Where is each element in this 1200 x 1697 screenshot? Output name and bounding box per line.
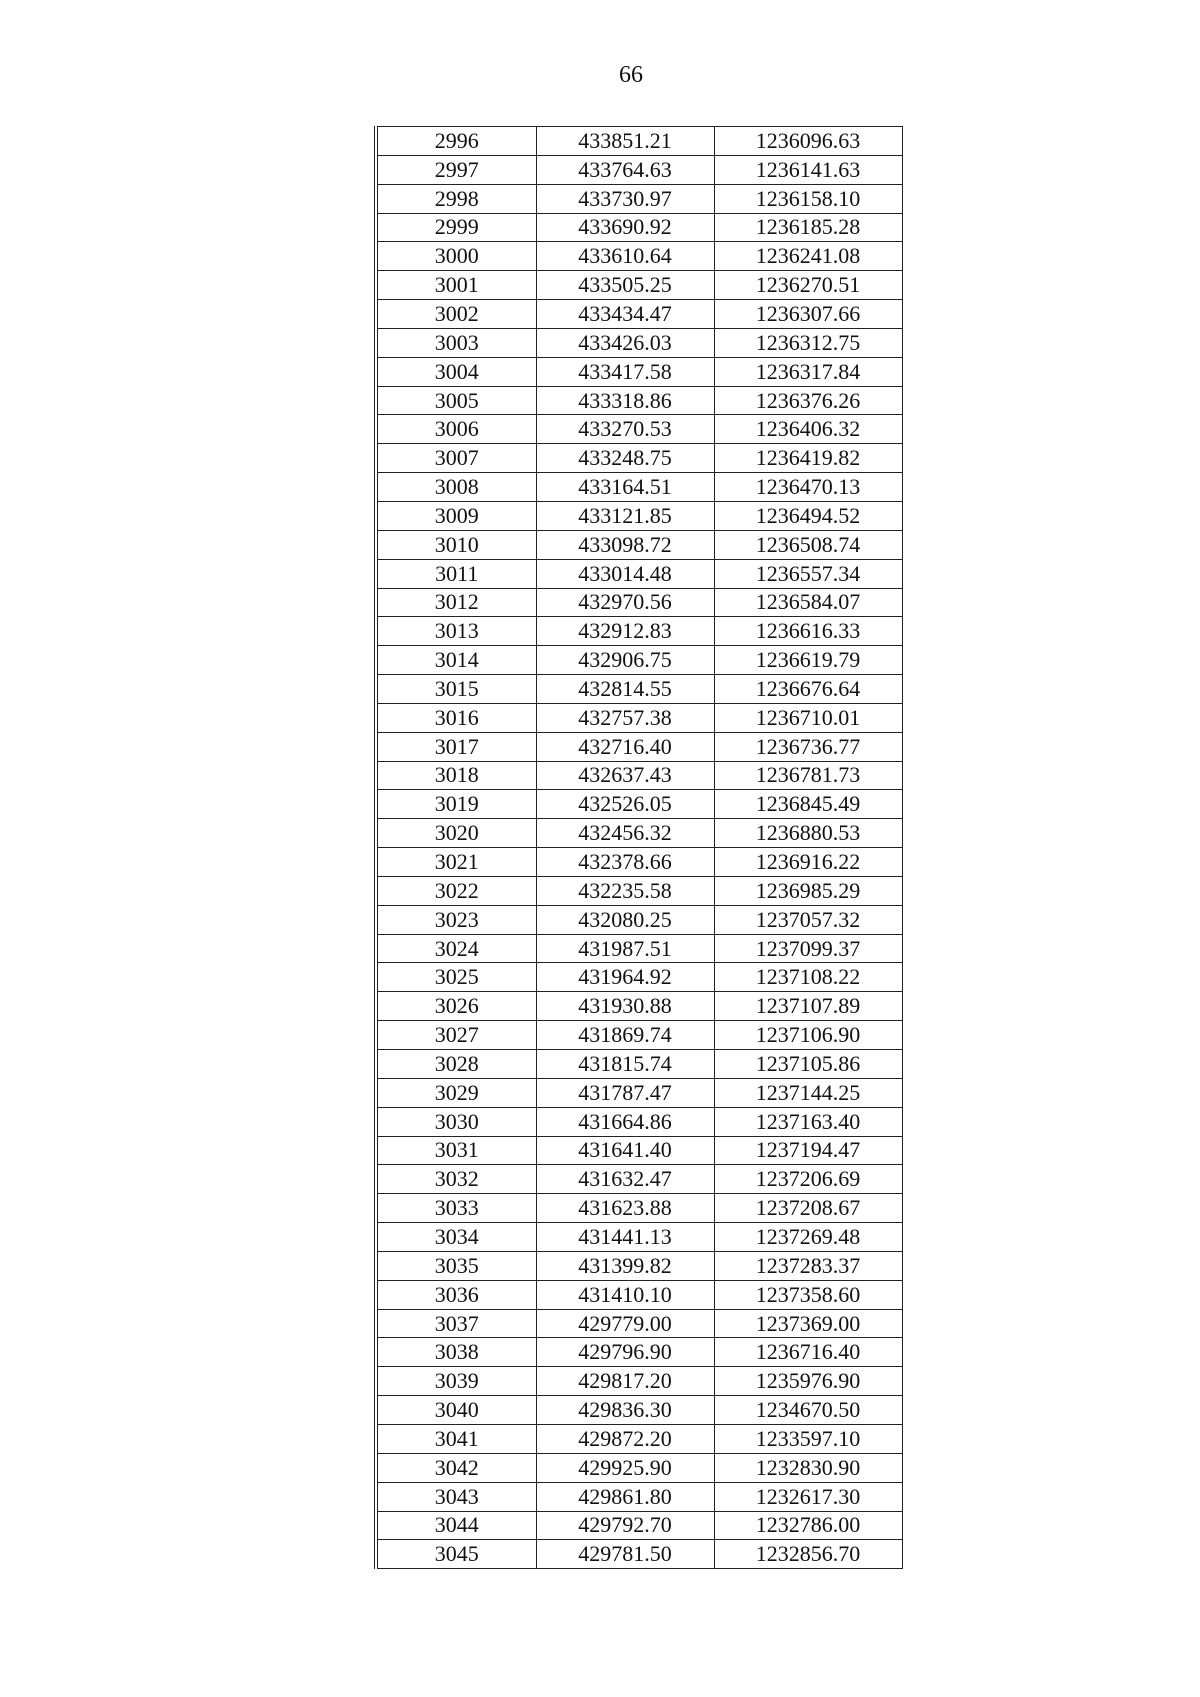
table-row [376, 1194, 902, 1223]
table-row [376, 559, 902, 588]
point-number-cell: 3038 [376, 1338, 536, 1367]
x-coordinate-cell: 432757.38 [536, 703, 714, 732]
point-number-cell: 3001 [376, 271, 536, 300]
table-row [376, 617, 902, 646]
table-row [376, 703, 902, 732]
y-coordinate-cell: 1236270.51 [714, 271, 902, 300]
y-coordinate-cell: 1236376.26 [714, 386, 902, 415]
table-row [376, 1251, 902, 1280]
point-number-cell: 3017 [376, 732, 536, 761]
y-coordinate-cell: 1236736.77 [714, 732, 902, 761]
x-coordinate-cell: 431964.92 [536, 963, 714, 992]
table-row [376, 790, 902, 819]
x-coordinate-cell: 431632.47 [536, 1165, 714, 1194]
point-number-cell: 3002 [376, 300, 536, 329]
table-row [376, 444, 902, 473]
table-row [376, 1165, 902, 1194]
y-coordinate-cell: 1236241.08 [714, 242, 902, 271]
x-coordinate-cell: 432912.83 [536, 617, 714, 646]
x-coordinate-cell: 433505.25 [536, 271, 714, 300]
y-coordinate-cell: 1232617.30 [714, 1482, 902, 1511]
x-coordinate-cell: 433318.86 [536, 386, 714, 415]
x-coordinate-cell: 431869.74 [536, 1021, 714, 1050]
point-number-cell: 3023 [376, 905, 536, 934]
y-coordinate-cell: 1237163.40 [714, 1107, 902, 1136]
x-coordinate-cell: 431987.51 [536, 934, 714, 963]
point-number-cell: 3030 [376, 1107, 536, 1136]
x-coordinate-cell: 429781.50 [536, 1540, 714, 1569]
table-row [376, 963, 902, 992]
table-row [376, 905, 902, 934]
table-row [376, 1453, 902, 1482]
y-coordinate-cell: 1237144.25 [714, 1078, 902, 1107]
y-coordinate-cell: 1236710.01 [714, 703, 902, 732]
x-coordinate-cell: 432906.75 [536, 646, 714, 675]
point-number-cell: 3029 [376, 1078, 536, 1107]
x-coordinate-cell: 431623.88 [536, 1194, 714, 1223]
page-number: 66 [619, 62, 643, 88]
x-coordinate-cell: 433426.03 [536, 328, 714, 357]
x-coordinate-cell: 431441.13 [536, 1223, 714, 1252]
x-coordinate-cell: 432456.32 [536, 819, 714, 848]
table-row [376, 1511, 902, 1540]
x-coordinate-cell: 429872.20 [536, 1424, 714, 1453]
x-coordinate-cell: 433610.64 [536, 242, 714, 271]
table-row [376, 819, 902, 848]
x-coordinate-cell: 432378.66 [536, 848, 714, 877]
point-number-cell: 2999 [376, 213, 536, 242]
point-number-cell: 3008 [376, 473, 536, 502]
table-row [376, 1280, 902, 1309]
point-number-cell: 3004 [376, 357, 536, 386]
x-coordinate-cell: 431787.47 [536, 1078, 714, 1107]
table-row [376, 732, 902, 761]
table-row [376, 127, 902, 156]
point-number-cell: 3022 [376, 876, 536, 905]
table-row [376, 1424, 902, 1453]
coordinates-table-body [376, 127, 902, 1569]
table-row [376, 155, 902, 184]
table-row [376, 1482, 902, 1511]
table-row [376, 300, 902, 329]
table-row [376, 415, 902, 444]
x-coordinate-cell: 431930.88 [536, 992, 714, 1021]
y-coordinate-cell: 1232830.90 [714, 1453, 902, 1482]
y-coordinate-cell: 1236406.32 [714, 415, 902, 444]
y-coordinate-cell: 1236716.40 [714, 1338, 902, 1367]
table-row [376, 1223, 902, 1252]
point-number-cell: 3010 [376, 530, 536, 559]
point-number-cell: 3018 [376, 761, 536, 790]
point-number-cell: 3007 [376, 444, 536, 473]
point-number-cell: 2998 [376, 184, 536, 213]
table-row [376, 848, 902, 877]
table-row [376, 1021, 902, 1050]
table-row [376, 1136, 902, 1165]
table-row [376, 934, 902, 963]
y-coordinate-cell: 1236880.53 [714, 819, 902, 848]
y-coordinate-cell: 1237283.37 [714, 1251, 902, 1280]
point-number-cell: 3036 [376, 1280, 536, 1309]
y-coordinate-cell: 1236845.49 [714, 790, 902, 819]
table-row [376, 646, 902, 675]
point-number-cell: 3025 [376, 963, 536, 992]
x-coordinate-cell: 432970.56 [536, 588, 714, 617]
point-number-cell: 3040 [376, 1396, 536, 1425]
y-coordinate-cell: 1233597.10 [714, 1424, 902, 1453]
point-number-cell: 3037 [376, 1309, 536, 1338]
table-row [376, 1078, 902, 1107]
x-coordinate-cell: 433270.53 [536, 415, 714, 444]
table-row [376, 184, 902, 213]
point-number-cell: 3013 [376, 617, 536, 646]
point-number-cell: 3028 [376, 1050, 536, 1079]
point-number-cell: 3031 [376, 1136, 536, 1165]
y-coordinate-cell: 1236470.13 [714, 473, 902, 502]
x-coordinate-cell: 432235.58 [536, 876, 714, 905]
y-coordinate-cell: 1237105.86 [714, 1050, 902, 1079]
point-number-cell: 2997 [376, 155, 536, 184]
point-number-cell: 3009 [376, 501, 536, 530]
point-number-cell: 3020 [376, 819, 536, 848]
x-coordinate-cell: 429836.30 [536, 1396, 714, 1425]
y-coordinate-cell: 1235976.90 [714, 1367, 902, 1396]
table-row [376, 473, 902, 502]
x-coordinate-cell: 433248.75 [536, 444, 714, 473]
x-coordinate-cell: 432637.43 [536, 761, 714, 790]
table-row [376, 761, 902, 790]
y-coordinate-cell: 1236584.07 [714, 588, 902, 617]
table-row [376, 876, 902, 905]
y-coordinate-cell: 1232786.00 [714, 1511, 902, 1540]
y-coordinate-cell: 1237194.47 [714, 1136, 902, 1165]
point-number-cell: 3035 [376, 1251, 536, 1280]
y-coordinate-cell: 1237106.90 [714, 1021, 902, 1050]
y-coordinate-cell: 1237099.37 [714, 934, 902, 963]
point-number-cell: 3032 [376, 1165, 536, 1194]
x-coordinate-cell: 433121.85 [536, 501, 714, 530]
x-coordinate-cell: 432814.55 [536, 675, 714, 704]
y-coordinate-cell: 1236781.73 [714, 761, 902, 790]
y-coordinate-cell: 1236916.22 [714, 848, 902, 877]
y-coordinate-cell: 1236494.52 [714, 501, 902, 530]
point-number-cell: 3024 [376, 934, 536, 963]
point-number-cell: 3027 [376, 1021, 536, 1050]
y-coordinate-cell: 1236307.66 [714, 300, 902, 329]
y-coordinate-cell: 1236676.64 [714, 675, 902, 704]
table-row [376, 213, 902, 242]
x-coordinate-cell: 431410.10 [536, 1280, 714, 1309]
x-coordinate-cell: 433851.21 [536, 127, 714, 156]
y-coordinate-cell: 1237206.69 [714, 1165, 902, 1194]
x-coordinate-cell: 433098.72 [536, 530, 714, 559]
y-coordinate-cell: 1232856.70 [714, 1540, 902, 1569]
table-row [376, 357, 902, 386]
x-coordinate-cell: 429861.80 [536, 1482, 714, 1511]
x-coordinate-cell: 433417.58 [536, 357, 714, 386]
y-coordinate-cell: 1236141.63 [714, 155, 902, 184]
point-number-cell: 3043 [376, 1482, 536, 1511]
point-number-cell: 3016 [376, 703, 536, 732]
y-coordinate-cell: 1236185.28 [714, 213, 902, 242]
point-number-cell: 3012 [376, 588, 536, 617]
x-coordinate-cell: 429817.20 [536, 1367, 714, 1396]
table-row [376, 271, 902, 300]
point-number-cell: 3019 [376, 790, 536, 819]
table-row [376, 1540, 902, 1569]
x-coordinate-cell: 433730.97 [536, 184, 714, 213]
x-coordinate-cell: 433764.63 [536, 155, 714, 184]
x-coordinate-cell: 429796.90 [536, 1338, 714, 1367]
y-coordinate-cell: 1237208.67 [714, 1194, 902, 1223]
y-coordinate-cell: 1236557.34 [714, 559, 902, 588]
table-row [376, 530, 902, 559]
x-coordinate-cell: 433014.48 [536, 559, 714, 588]
x-coordinate-cell: 431815.74 [536, 1050, 714, 1079]
point-number-cell: 3041 [376, 1424, 536, 1453]
table-row [376, 992, 902, 1021]
point-number-cell: 3045 [376, 1540, 536, 1569]
point-number-cell: 3015 [376, 675, 536, 704]
table-row [376, 242, 902, 271]
table-row [376, 1338, 902, 1367]
table-row [376, 1396, 902, 1425]
point-number-cell: 3021 [376, 848, 536, 877]
table-row [376, 328, 902, 357]
x-coordinate-cell: 431664.86 [536, 1107, 714, 1136]
x-coordinate-cell: 433690.92 [536, 213, 714, 242]
x-coordinate-cell: 429792.70 [536, 1511, 714, 1540]
x-coordinate-cell: 431641.40 [536, 1136, 714, 1165]
y-coordinate-cell: 1237107.89 [714, 992, 902, 1021]
table-row [376, 1309, 902, 1338]
point-number-cell: 3042 [376, 1453, 536, 1482]
y-coordinate-cell: 1234670.50 [714, 1396, 902, 1425]
y-coordinate-cell: 1236317.84 [714, 357, 902, 386]
x-coordinate-cell: 433164.51 [536, 473, 714, 502]
x-coordinate-cell: 432080.25 [536, 905, 714, 934]
table-row [376, 675, 902, 704]
x-coordinate-cell: 429779.00 [536, 1309, 714, 1338]
y-coordinate-cell: 1236619.79 [714, 646, 902, 675]
point-number-cell: 3034 [376, 1223, 536, 1252]
y-coordinate-cell: 1237269.48 [714, 1223, 902, 1252]
y-coordinate-cell: 1236096.63 [714, 127, 902, 156]
point-number-cell: 3014 [376, 646, 536, 675]
x-coordinate-cell: 433434.47 [536, 300, 714, 329]
table-row [376, 386, 902, 415]
point-number-cell: 3039 [376, 1367, 536, 1396]
point-number-cell: 3006 [376, 415, 536, 444]
point-number-cell: 3026 [376, 992, 536, 1021]
point-number-cell: 3011 [376, 559, 536, 588]
table-row [376, 1107, 902, 1136]
y-coordinate-cell: 1236985.29 [714, 876, 902, 905]
x-coordinate-cell: 431399.82 [536, 1251, 714, 1280]
y-coordinate-cell: 1237057.32 [714, 905, 902, 934]
y-coordinate-cell: 1237369.00 [714, 1309, 902, 1338]
point-number-cell: 3033 [376, 1194, 536, 1223]
y-coordinate-cell: 1237358.60 [714, 1280, 902, 1309]
table-row [376, 501, 902, 530]
y-coordinate-cell: 1237108.22 [714, 963, 902, 992]
point-number-cell: 3005 [376, 386, 536, 415]
y-coordinate-cell: 1236616.33 [714, 617, 902, 646]
table-row [376, 1050, 902, 1079]
y-coordinate-cell: 1236158.10 [714, 184, 902, 213]
coordinates-table [374, 126, 903, 1569]
table-row [376, 1367, 902, 1396]
y-coordinate-cell: 1236419.82 [714, 444, 902, 473]
table-row [376, 588, 902, 617]
x-coordinate-cell: 432716.40 [536, 732, 714, 761]
y-coordinate-cell: 1236508.74 [714, 530, 902, 559]
point-number-cell: 2996 [376, 127, 536, 156]
y-coordinate-cell: 1236312.75 [714, 328, 902, 357]
point-number-cell: 3044 [376, 1511, 536, 1540]
point-number-cell: 3003 [376, 328, 536, 357]
x-coordinate-cell: 429925.90 [536, 1453, 714, 1482]
point-number-cell: 3000 [376, 242, 536, 271]
x-coordinate-cell: 432526.05 [536, 790, 714, 819]
